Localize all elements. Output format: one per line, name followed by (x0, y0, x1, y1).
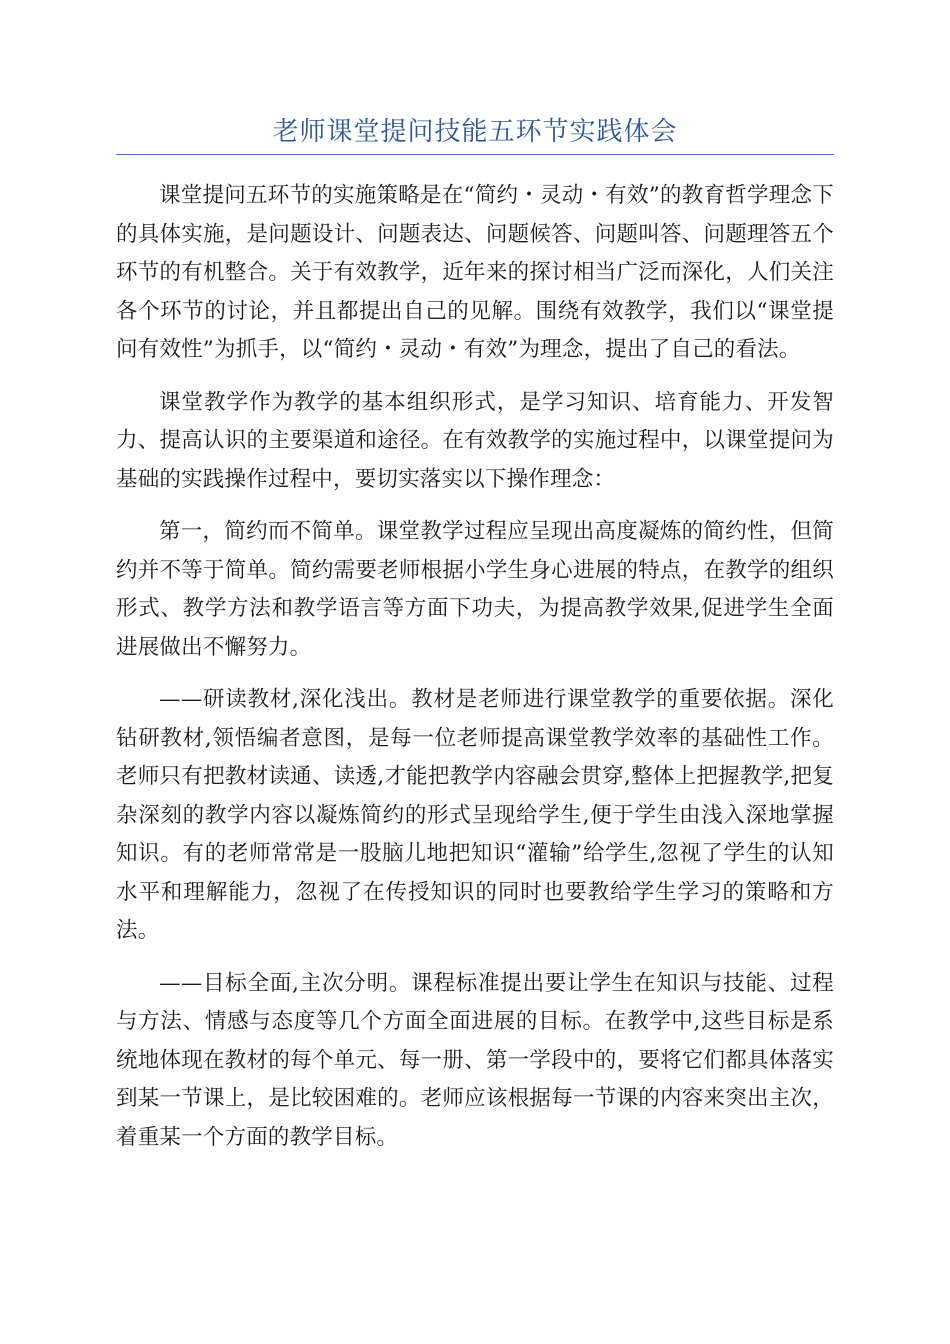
title-underline (116, 154, 834, 155)
paragraph-classroom-teaching: 课堂教学作为教学的基本组织形式，是学习知识、培育能力、开发智力、提高认识的主要渠道和途径。在有效教学的实施过程中，以课堂提问为基础的实践操作过程中，要切实落实以下操作理念： (116, 389, 834, 492)
paragraph-goals: ——目标全面,主次分明。课程标准提出要让学生在知识与技能、过程与方法、情感与态度等几个方面全面进展的目标。在教学中,这些目标是系统地体现在教材的每个单元、每一册、第一学段中的，要将它们都具体落实到某一节课上，是比较困难的。老师应该根据每一节课的内容来突出主次，着重某一个方面的教学目标。 (116, 970, 834, 1150)
paragraph-study-textbook: ——研读教材,深化浅出。教材是老师进行课堂教学的重要依据。深化钻研教材,领悟编者意图，是每一位老师提高课堂教学效率的基础性工作。老师只有把教材读通、读透,才能把教学内容融会贯穿,整体上把握教学,把复杂深刻的教学内容以凝炼简约的形式呈现给学生,便于学生由浅入深地掌握知识。有的老师常常是一股脑儿地把知识“灌输”给学生,忽视了学生的认知水平和理解能力，忽视了在传授知识的同时也要教给学生学习的策略和方法。 (116, 687, 834, 943)
document-title: 老师课堂提问技能五环节实践体会 (272, 117, 678, 147)
paragraph-first-principle: 第一，简约而不简单。课堂教学过程应呈现出高度凝炼的简约性，但简约并不等于简单。简约需要老师根据小学生身心进展的特点，在教学的组织形式、教学方法和教学语言等方面下功夫，为提高教学效果,促进学生全面进展做出不懈努力。 (116, 519, 834, 660)
paragraph-intro: 课堂提问五环节的实施策略是在“简约・灵动・有效”的教育哲学理念下的具体实施，是问题设计、问题表达、问题候答、问题叫答、问题理答五个环节的有机整合。关于有效教学，近年来的探讨相当广泛而深化，人们关注各个环节的讨论，并且都提出自己的见解。围绕有效教学，我们以“课堂提问有效性”为抓手，以“简约・灵动・有效”为理念，提出了自己的看法。 (116, 183, 834, 362)
document-page (116, 110, 834, 1171)
